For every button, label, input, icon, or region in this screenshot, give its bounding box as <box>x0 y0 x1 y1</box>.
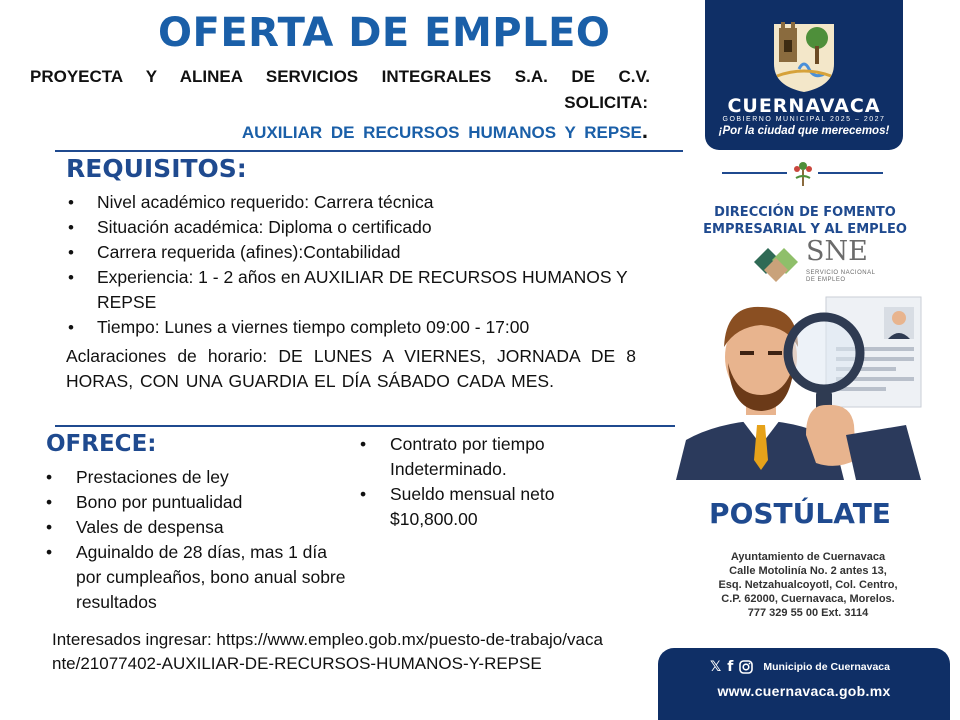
direccion-title: DIRECCIÓN DE FOMENTO EMPRESARIAL Y AL EMPLEO <box>703 205 907 237</box>
handshake-icon <box>750 240 802 288</box>
list-item: • Bono por puntualidad <box>46 490 350 515</box>
solicita-label: SOLICITA: <box>564 93 648 112</box>
government-period: GOBIERNO MUNICIPAL 2025 – 2027 <box>722 116 886 123</box>
ornament-line-right <box>818 172 883 174</box>
postulate-heading: POSTÚLATE <box>709 497 891 530</box>
company-name: PROYECTA Y ALINEA SERVICIOS INTEGRALES S.A. DE C.V. <box>30 67 650 86</box>
list-item: • Tiempo: Lunes a viernes tiempo completo 09:00 - 17:00 <box>66 315 646 340</box>
job-position-text: AUXILIAR DE RECURSOS HUMANOS Y REPSE <box>241 123 642 142</box>
list-item: • Prestaciones de ley <box>46 465 350 490</box>
list-item: • Sueldo mensual neto $10,800.00 <box>360 482 610 532</box>
ofrece-list-left <box>46 465 350 615</box>
footer-bar <box>658 648 950 720</box>
sne-subtitle-line: DE EMPLEO <box>806 277 846 283</box>
city-name: CUERNAVACA <box>727 95 881 117</box>
address-line: 777 329 55 00 Ext. 3114 <box>747 607 869 619</box>
list-item: • Contrato por tiempo Indeterminado. <box>360 432 610 482</box>
page-title: OFERTA DE EMPLEO <box>158 10 611 56</box>
social-account-label: Municipio de Cuernavaca <box>763 661 890 673</box>
magnifier-icon <box>788 317 860 389</box>
sne-subtitle-line: SERVICIO NACIONAL <box>806 270 876 276</box>
address-line: Calle Motolinía No. 2 antes 13, <box>729 565 887 577</box>
x-icon[interactable]: 𝕏 <box>710 659 722 675</box>
list-item: • Nivel académico requerido: Carrera técnica <box>66 190 646 215</box>
job-position-period: . <box>641 118 648 143</box>
instagram-icon[interactable] <box>739 660 753 674</box>
list-item: • Aguinaldo de 28 días, mas 1 día por cumpleaños, bono anual sobre resultados <box>46 540 350 615</box>
apply-link-text[interactable]: Interesados ingresar: https://www.empleo.gob.mx/puesto-de-trabajo/vacante/21077402-AUXILIAR-DE-RECURSOS-HUMANOS-Y-REPSE <box>52 630 603 673</box>
ofrece-heading: OFRECE: <box>46 431 157 457</box>
list-item: • Carrera requerida (afines):Contabilidad <box>66 240 646 265</box>
job-position <box>242 118 648 146</box>
list-item: • Experiencia: 1 - 2 años en AUXILIAR DE RECURSOS HUMANOS Y REPSE <box>66 265 646 315</box>
sne-subtitle <box>806 270 875 284</box>
website-link[interactable]: www.cuernavaca.gob.mx <box>717 683 891 699</box>
schedule-note: Aclaraciones de horario: DE LUNES A VIERNES, JORNADA DE 8 HORAS, CON UNA GUARDIA EL DÍA SÁBADO CADA MES. <box>66 346 636 391</box>
requisitos-heading: REQUISITOS: <box>66 154 247 183</box>
address-line: C.P. 62000, Cuernavaca, Morelos. <box>721 593 895 605</box>
address-block <box>690 564 926 620</box>
social-links <box>710 659 890 675</box>
ofrece-list-right <box>360 432 610 532</box>
list-item: • Situación académica: Diploma o certificado <box>66 215 646 240</box>
divider-top <box>55 150 683 152</box>
coat-of-arms-icon <box>769 14 839 94</box>
list-item: • Vales de despensa <box>46 515 350 540</box>
plant-ornament-icon <box>792 160 814 188</box>
city-slogan: ¡Por la ciudad que merecemos! <box>718 125 890 137</box>
divider-middle <box>55 425 675 427</box>
recruiter-illustration <box>676 285 926 485</box>
address-title: Ayuntamiento de Cuernavaca <box>730 551 886 563</box>
sne-acronym: SNE <box>806 236 868 267</box>
facebook-icon[interactable]: f <box>727 659 734 675</box>
address-line: Esq. Netzahualcoyotl, Col. Centro, <box>718 579 898 591</box>
ornament-line-left <box>722 172 787 174</box>
cuernavaca-logo <box>705 0 903 150</box>
requisitos-list <box>66 190 646 340</box>
